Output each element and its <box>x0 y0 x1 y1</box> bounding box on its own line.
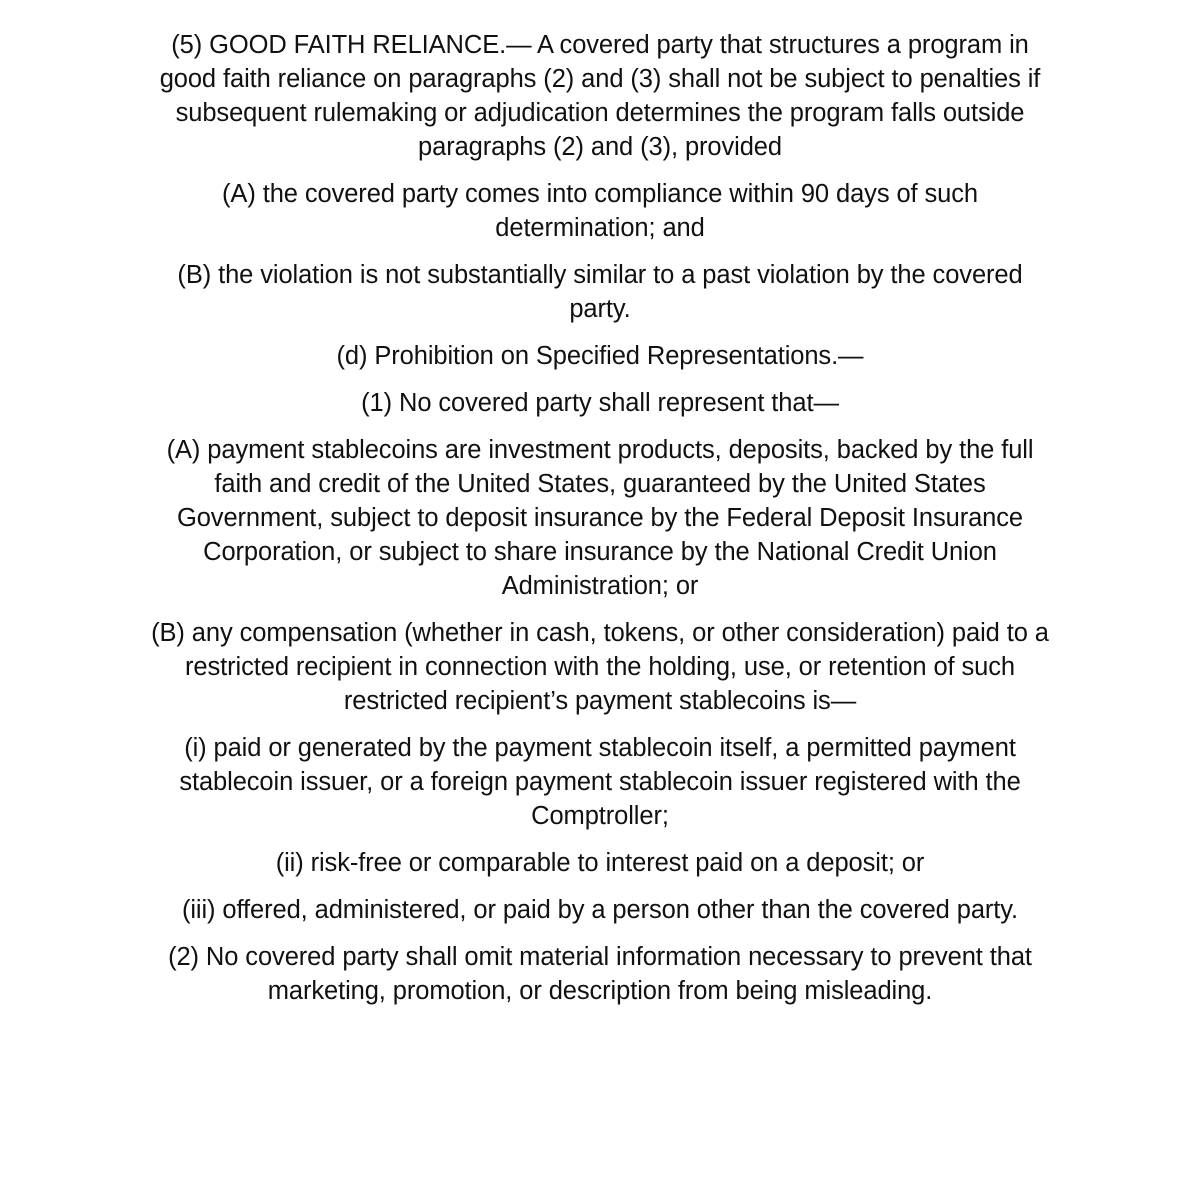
paragraph-subclause-i: (i) paid or generated by the payment stablecoin itself, a permitted payment stablecoin issuer, or a foreign payment stablecoin issuer registered with the Comptroller; <box>179 734 1021 830</box>
paragraph-clause-b-compensation: (B) any compensation (whether in cash, tokens, or other consideration) paid to a restricted recipient in connection with the holding, use, or retention of such restricted recipient’s payment stablecoins is— <box>151 619 1049 715</box>
paragraph-subclause-iii: (iii) offered, administered, or paid by a person other than the covered party. <box>181 896 1019 924</box>
paragraph-no-represent: (1) No covered party shall represent that— <box>361 389 839 417</box>
section-heading-prohibition: (d) Prohibition on Specified Representations.— <box>336 342 864 370</box>
paragraph-no-omit: (2) No covered party shall omit material information necessary to prevent that marketing, promotion, or description from being misleading. <box>168 943 1032 1005</box>
paragraph-clause-a-compliance: (A) the covered party comes into compliance within 90 days of such determination; and <box>222 180 978 242</box>
paragraph-clause-b-violation: (B) the violation is not substantially similar to a past violation by the covered party. <box>177 261 1023 323</box>
paragraph-good-faith-reliance: (5) GOOD FAITH RELIANCE.— A covered party that structures a program in good faith reliance on paragraphs (2) and (3) shall not be subject to penalties if subsequent rulemaking or adjudication determines the program falls outside paragraphs (2) and (3), provided <box>159 31 1041 161</box>
paragraph-clause-a-investment-products: (A) payment stablecoins are investment products, deposits, backed by the full faith and credit of the United States, guaranteed by the United States Government, subject to deposit insurance by the Federal Deposit Insurance Corporation, or subject to share insurance by the National Credit Union Administration; or <box>166 436 1034 600</box>
paragraph-subclause-ii: (ii) risk-free or comparable to interest paid on a deposit; or <box>275 849 925 877</box>
